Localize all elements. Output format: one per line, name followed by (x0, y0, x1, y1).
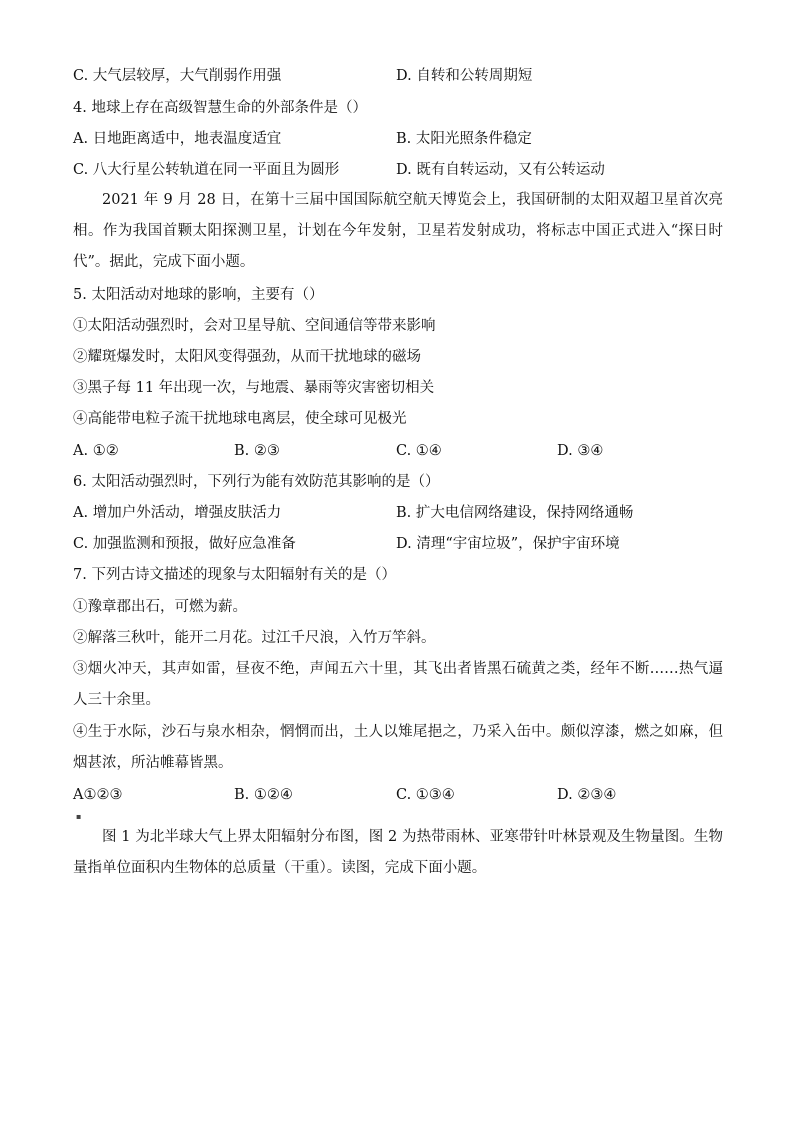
q7-statement-4: ④生于水际，沙石与泉水相杂，惘惘而出，土人以雉尾挹之，乃采入缶中。颇似淳漆，燃之如麻，但烟甚浓，所沾帷幕皆黑。 (73, 724, 723, 771)
q5-option-b: B. ②③ (234, 443, 280, 459)
q5-stem: 5. 太阳活动对地球的影响，主要有（） (73, 287, 324, 303)
q4-option-d: D. 既有自转运动，又有公转运动 (396, 162, 605, 178)
passage-radiation-figures: 图 1 为北半球大气上界太阳辐射分布图，图 2 为热带雨林、亚寒带针叶林景观及生物量图。生物量指单位面积内生物体的总质量（干重）。读图，完成下面小题。 (73, 829, 723, 876)
q7-stem: 7. 下列古诗文描述的现象与太阳辐射有关的是（） (73, 567, 396, 583)
q7-option-d: D. ②③④ (557, 787, 617, 803)
q6-option-c: C. 加强监测和预报，做好应急准备 (73, 536, 296, 552)
q4-option-b: B. 太阳光照条件稳定 (396, 131, 532, 147)
q4-option-c: C. 八大行星公转轨道在同一平面且为圆形 (73, 162, 340, 178)
q7-statement-2: ②解落三秋叶，能开二月花。过江千尺浪，入竹万竿斜。 (73, 630, 436, 646)
q6-option-b: B. 扩大电信网络建设，保持网络通畅 (396, 505, 634, 521)
q7-statement-1: ①豫章郡出石，可燃为薪。 (73, 599, 247, 615)
q5-statement-1: ①太阳活动强烈时，会对卫星导航、空间通信等带来影响 (73, 318, 436, 334)
q3-option-c: C. 大气层较厚，大气削弱作用强 (73, 68, 282, 84)
q4-option-a: A. 日地距离适中，地表温度适宜 (73, 131, 282, 147)
q3-option-d: D. 自转和公转周期短 (396, 68, 533, 84)
q6-option-a: A. 增加户外活动，增强皮肤活力 (73, 505, 282, 521)
scan-dot-mark: ▪ (76, 812, 82, 821)
q5-statement-4: ④高能带电粒子流干扰地球电离层，使全球可见极光 (73, 411, 407, 427)
q4-stem: 4. 地球上存在高级智慧生命的外部条件是（） (73, 100, 367, 116)
q7-statement-3: ③烟火冲天，其声如雷，昼夜不绝，声闻五六十里，其飞出者皆黑石硫黄之类，经年不断……热气逼人三十余里。 (73, 661, 723, 708)
q6-option-d: D. 清理“宇宙垃圾”，保护宇宙环境 (396, 536, 620, 552)
q5-statement-3: ③黑子每 11 年出现一次，与地震、暴雨等灾害密切相关 (73, 380, 435, 396)
q5-option-d: D. ③④ (557, 443, 604, 459)
q6-stem: 6. 太阳活动强烈时，下列行为能有效防范其影响的是（） (73, 474, 440, 490)
q7-option-a: A①②③ (73, 787, 123, 803)
q7-option-b: B. ①②④ (234, 787, 293, 803)
q5-statement-2: ②耀斑爆发时，太阳风变得强劲，从而干扰地球的磁场 (73, 349, 421, 365)
q7-option-c: C. ①③④ (396, 787, 455, 803)
q5-option-a: A. ①② (73, 443, 119, 459)
q5-option-c: C. ①④ (396, 443, 442, 459)
passage-solar-satellite: 2021 年 9 月 28 日，在第十三届中国国际航空航天博览会上，我国研制的太阳双超卫星首次亮相。作为我国首颗太阳探测卫星，计划在今年发射，卫星若发射成功，将标志中国正式进入“探日时代”。据此，完成下面小题。 (73, 192, 723, 270)
